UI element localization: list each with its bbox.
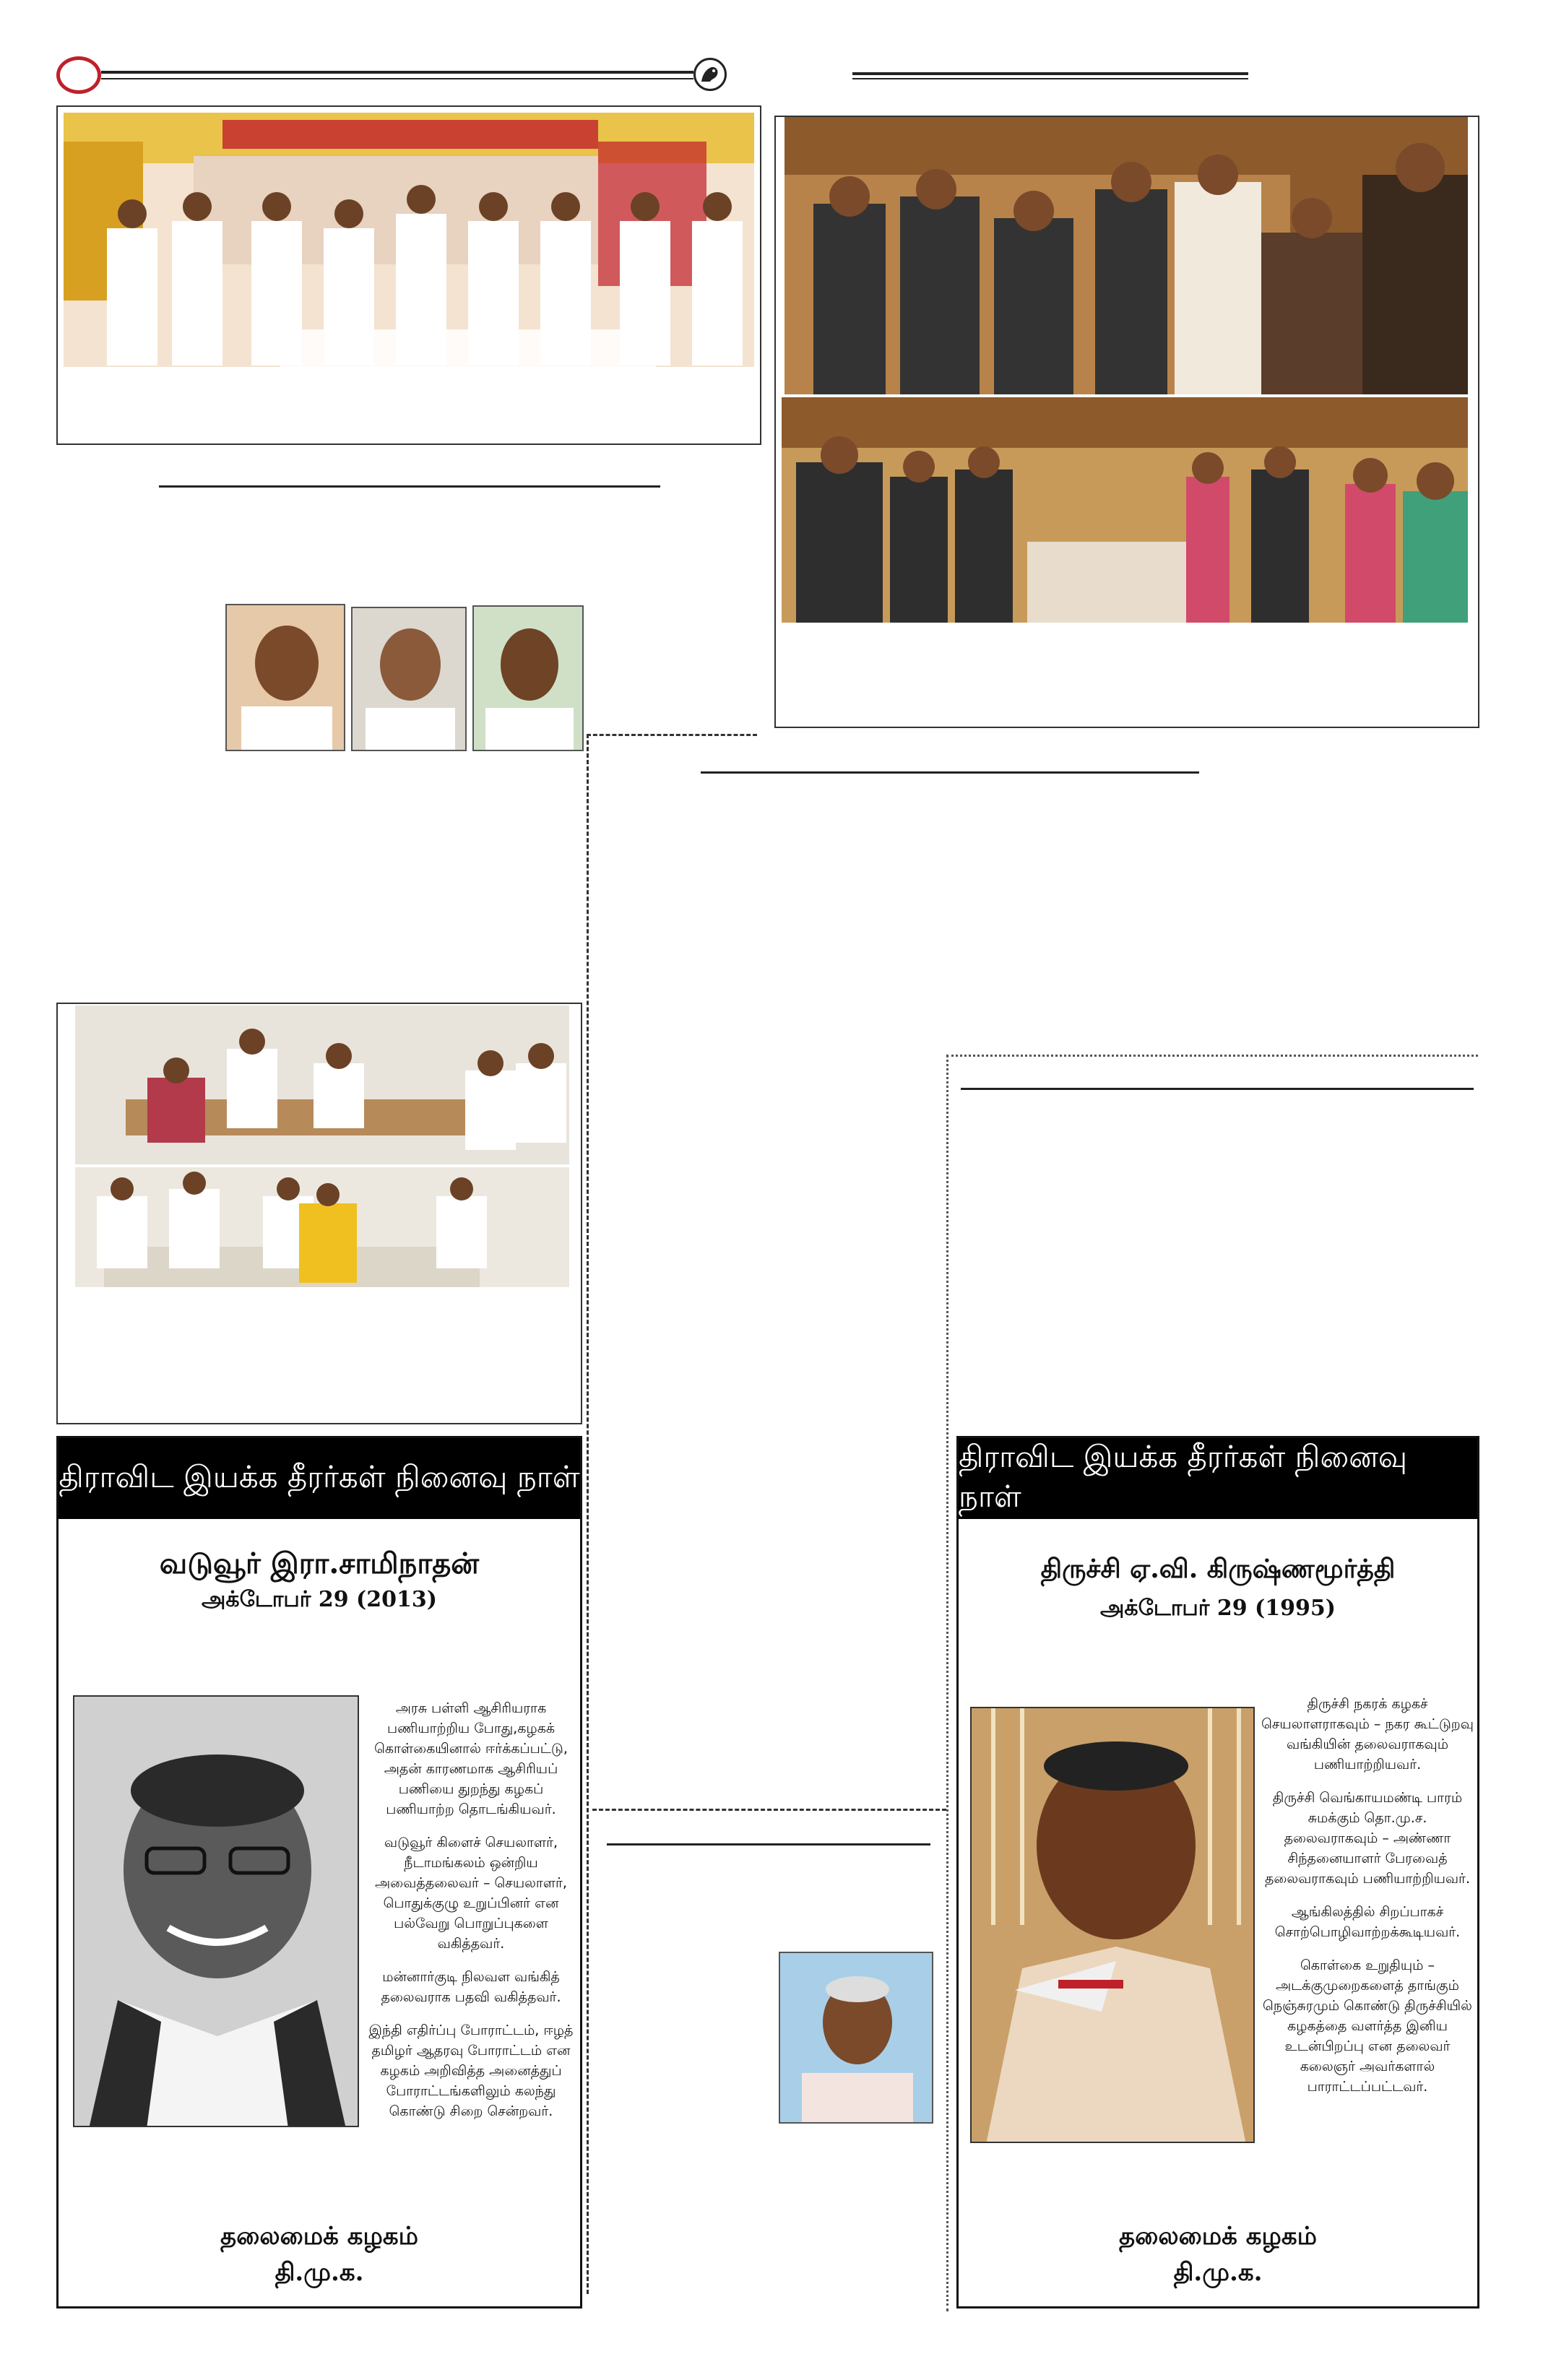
tribute-box-right	[956, 1436, 1479, 2308]
tribute-paragraph: திருச்சி நகரக் கழகச் செயலாளராகவும் – நகர கூட்டுறவு வங்கியின் தலைவராகவும் பணியாற்றியவர்.	[1261, 1696, 1474, 1773]
party-emblem-icon	[693, 58, 727, 91]
tribute-biography	[1261, 1694, 1474, 2110]
tribute-box-left	[56, 1436, 582, 2308]
event-stage-photo	[64, 113, 754, 367]
leader-portrait-3	[472, 605, 584, 751]
meeting-photo-top	[75, 1005, 569, 1164]
masthead-rule-top	[101, 71, 693, 74]
tribute-biography	[368, 1698, 574, 2134]
right-headline-rule	[852, 72, 1248, 75]
tribute-portrait	[73, 1695, 359, 2127]
tribute-person-name: திருச்சி ஏ.வி. கிருஷ்ணமூர்த்தி	[1040, 1554, 1396, 1584]
page-number-circle	[56, 56, 101, 94]
column-divider-top	[587, 734, 757, 736]
tribute-paragraph: கொள்கை உறுதியும் – அடக்குமுறைகளைத் தாங்கும் நெஞ்சுரமும் கொண்டு திருச்சியில் கழகத்தை வளர்த்த இனிய உடன்பிறப்பு என தலைவர் கலைஞர் அவர்களால் பாராட்டப்பட்டவர்.	[1263, 1957, 1472, 2095]
right-headline-rule-thin	[852, 78, 1248, 79]
center-story-rule	[701, 771, 1199, 774]
tribute-date: அக்டோபர் 29 (2013)	[202, 1587, 437, 1612]
right-story-rule	[961, 1088, 1474, 1090]
library-photo-bottom	[782, 397, 1468, 623]
event-photo-frame	[56, 105, 761, 445]
tribute-footer-line2: தி.மு.க.	[275, 2258, 364, 2287]
tribute-footer-line2: தி.மு.க.	[1173, 2258, 1263, 2287]
meeting-photo-frame	[56, 1003, 582, 1424]
library-photo-frame	[774, 116, 1479, 728]
leader-portrait-2	[351, 607, 467, 751]
leader-portrait-1	[225, 604, 345, 751]
tribute-header: திராவிட இயக்க தீரர்கள் நினைவு நாள்	[59, 1438, 580, 1519]
column-divider-left	[587, 734, 589, 2294]
tribute-paragraph: இந்தி எதிர்ப்பு போராட்டம், ஈழத் தமிழர் ஆதரவு போராட்டம் என கழகம் அறிவித்த அனைத்துப் போராட்டங்களிலும் கலந்து கொண்டு சிறை சென்றவர்.	[368, 2022, 574, 2119]
tribute-date: அக்டோபர் 29 (1995)	[1100, 1596, 1336, 1621]
library-photo-top	[785, 117, 1468, 394]
member-portrait-small	[779, 1952, 933, 2124]
tribute-header: திராவிட இயக்க தீரர்கள் நினைவு நாள்	[959, 1438, 1477, 1519]
left-story-rule	[159, 485, 660, 488]
center-divider-lower	[592, 1809, 946, 1811]
right-column-divider	[946, 1055, 948, 2311]
tribute-footer-line1: தலைமைக் கழகம்	[220, 2222, 418, 2251]
tribute-person-name: வடுவூர் இரா.சாமிநாதன்	[159, 1546, 480, 1580]
right-column-divider-top	[946, 1055, 1478, 1057]
masthead-rule-bottom	[101, 78, 693, 79]
meeting-photo-bottom	[75, 1167, 569, 1287]
tribute-paragraph: அரசு பள்ளி ஆசிரியராக பணியாற்றிய போது,கழகக் கொள்கையினால் ஈர்க்கப்பட்டு, அதன் காரணமாக ஆசிரியப் பணியை துறந்து கழகப் பணியாற்ற தொடங்கியவர்.	[374, 1700, 568, 1817]
tribute-footer-line1: தலைமைக் கழகம்	[1119, 2222, 1317, 2251]
tribute-paragraph: மன்னார்குடி நிலவள வங்கித் தலைவராக பதவி வகித்தவர்.	[381, 1969, 561, 2005]
tribute-paragraph: வடுவூர் கிளைச் செயலாளர், நீடாமங்கலம் ஒன்றிய அவைத்தலைவர் – செயலாளர், பொதுக்குழு உறுப்பினர் என பல்வேறு பொறுப்புகளை வகித்தவர்.	[375, 1835, 567, 1952]
tribute-paragraph: திருச்சி வெங்காயமண்டி பாரம் சுமக்கும் தொ.மு.ச. தலைவராகவும் – அண்ணா சிந்தனையாளர் பேரவைத் தலைவராகவும் பணியாற்றியவர்.	[1264, 1790, 1471, 1887]
tribute-portrait	[970, 1707, 1255, 2143]
center-lower-rule	[607, 1843, 930, 1845]
tribute-paragraph: ஆங்கிலத்தில் சிறப்பாகச் சொற்பொழிவாற்றக்கூடியவர்.	[1274, 1904, 1461, 1940]
